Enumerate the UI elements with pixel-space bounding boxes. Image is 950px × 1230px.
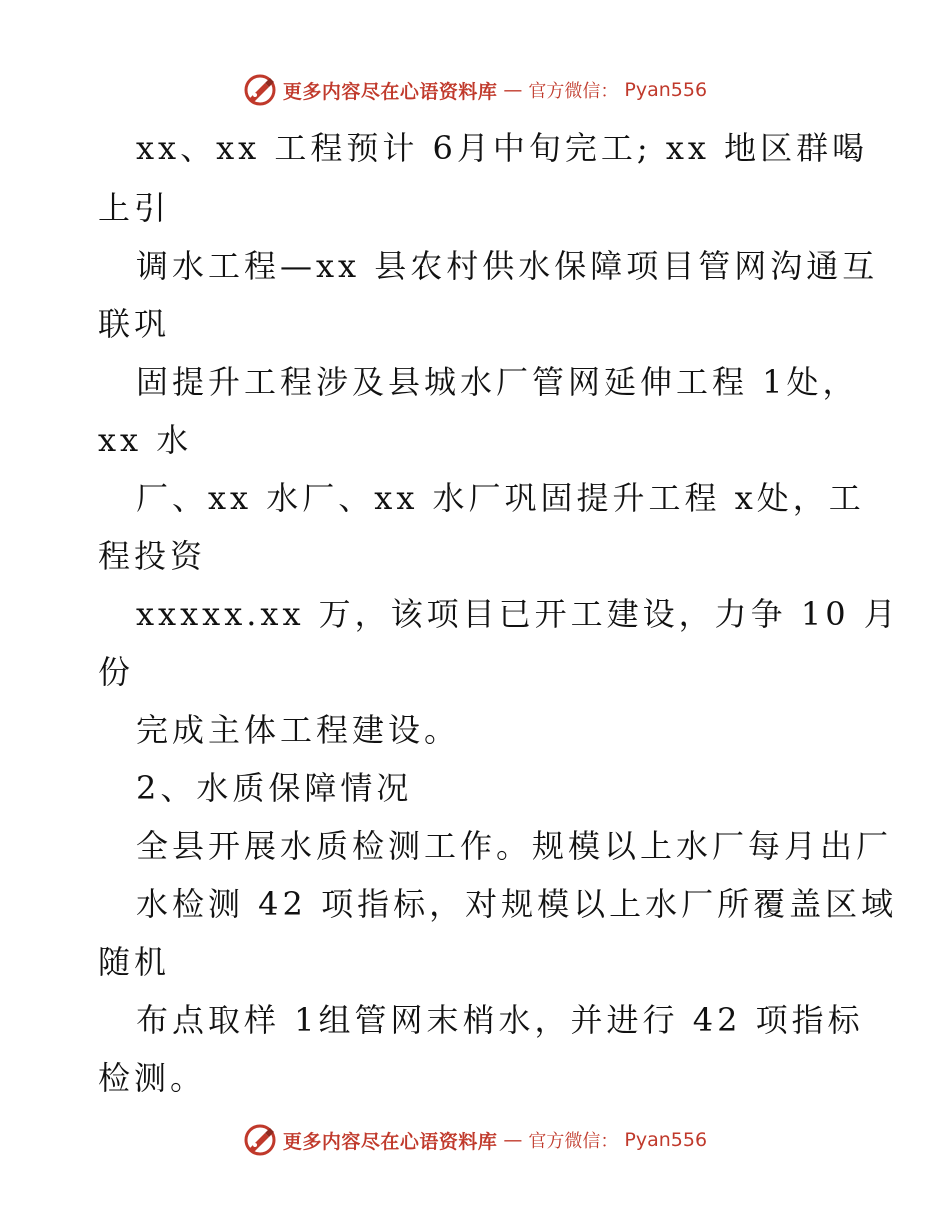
- section-heading: 2、水质保障情况: [136, 769, 413, 807]
- footer-banner-text: 更多内容尽在心语资料库: [282, 1130, 498, 1153]
- body-line: xx、xx 工程预计 6月中旬完工; xx 地区群喝: [136, 129, 869, 167]
- body-line: 随机: [98, 943, 171, 981]
- header-banner-content: [243, 73, 707, 107]
- body-line: 水检测 42 项指标，对规模以上水厂所覆盖区域: [136, 885, 898, 923]
- footer-banner-dash: —: [503, 1129, 523, 1151]
- body-line: 布点取样 1组管网末梢水，并进行 42 项指标: [136, 1001, 864, 1039]
- body-line: 检测。: [98, 1059, 207, 1097]
- body-line: xx 水: [98, 421, 193, 459]
- body-line: 固提升工程涉及县城水厂管网延伸工程 1处，: [136, 363, 859, 401]
- footer-banner: [0, 1120, 950, 1160]
- body-line: 份: [98, 653, 135, 691]
- header-banner: [0, 70, 950, 110]
- body-line: 联巩: [98, 305, 171, 343]
- header-banner-text: 更多内容尽在心语资料库: [282, 80, 498, 103]
- footer-banner-content: [243, 1123, 707, 1157]
- pen-logo-icon: [243, 73, 277, 107]
- footer-banner-id: Pyan556: [624, 1129, 708, 1151]
- body-line: 上引: [98, 189, 171, 227]
- header-banner-dash: —: [503, 79, 523, 101]
- header-banner-sub: 官方微信：: [528, 81, 619, 102]
- header-banner-id: Pyan556: [624, 79, 708, 101]
- pen-logo-icon: [243, 1123, 277, 1157]
- body-line: 程投资: [98, 537, 207, 575]
- body-line: 调水工程—xx 县农村供水保障项目管网沟通互: [136, 247, 879, 285]
- body-line: xxxxx.xx 万，该项目已开工建设，力争 10 月: [136, 595, 900, 633]
- body-line: 完成主体工程建设。: [136, 711, 461, 749]
- body-line: 厂、xx 水厂、xx 水厂巩固提升工程 x处，工: [136, 479, 865, 517]
- body-line: 全县开展水质检测工作。规模以上水厂每月出厂: [136, 827, 893, 865]
- footer-banner-sub: 官方微信：: [528, 1131, 619, 1152]
